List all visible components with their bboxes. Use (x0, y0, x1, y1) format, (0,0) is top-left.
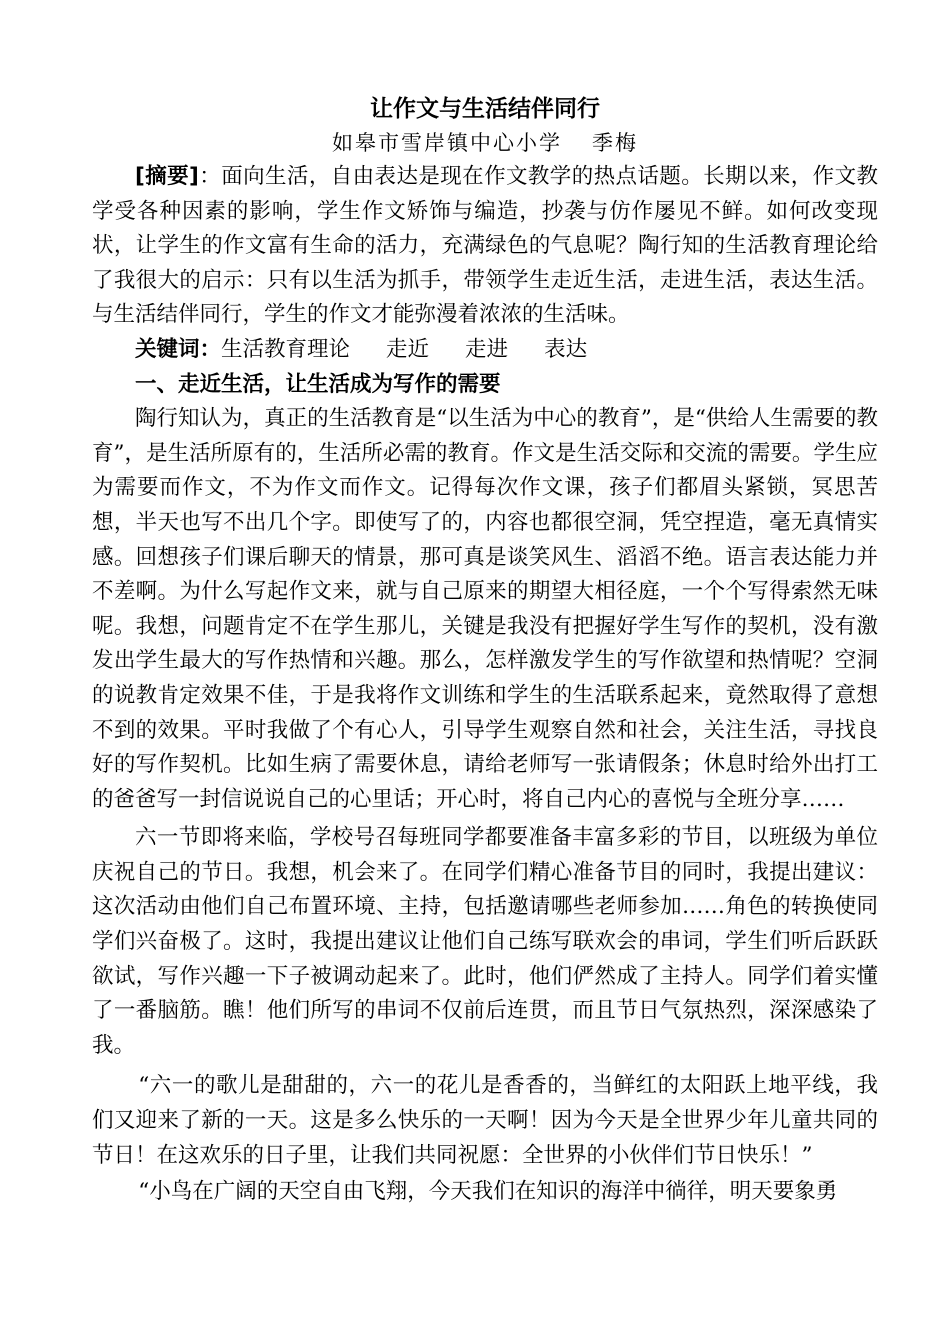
keywords-line (92, 333, 878, 368)
keyword: 表达 (544, 336, 588, 362)
keyword: 生活教育理论 (221, 336, 351, 362)
body-paragraph: 六一节即将来临，学校号召每班同学都要准备丰富多彩的节目，以班级为单位庆祝自己的节日。我想，机会来了。在同学们精心准备节目的同时，我提出建议：这次活动由他们自己布置环境、主持，包括邀请哪些老师参加……角色的转换使同学们兴奋极了。这时，我提出建议让他们自己练写联欢会的串词，学生们听后跃跃欲试，写作兴趣一下子被调动起来了。此时，他们俨然成了主持人。同学们着实懂了一番脑筋。瞧！他们所写的串词不仅前后连贯，而且节日气氛热烈，深深感染了我。 (92, 825, 878, 1058)
keyword: 走近 (386, 336, 430, 362)
author-line (92, 126, 878, 160)
document-title: 让作文与生活结伴同行 (370, 96, 600, 122)
abstract-text: ：面向生活，自由表达是现在作文教学的热点话题。长期以来，作文教学受各种因素的影响，学生作文矫饰与编造，抄袭与仿作屡见不鲜。如何改变现状，让学生的作文富有生命的活力，充满绿色的气息呢？陶行知的生活教育理论给了我很大的启示：只有以生活为抓手，带领学生走近生活，走进生活，表达生活。与生活结伴同行，学生的作文才能弥漫着浓浓的生活味。 (92, 164, 878, 328)
section-heading: 一、走近生活，让生活成为写作的需要 (135, 371, 501, 397)
quote-paragraph: “六一的歌儿是甜甜的，六一的花儿是香香的，当鲜红的太阳跃上地平线，我们又迎来了新的一天。这是多么快乐的一天啊！因为今天是全世界少年儿童共同的节日！在这欢乐的日子里，让我们共同祝愿：全世界的小伙伴们节日快乐！” (92, 1073, 878, 1168)
quote-paragraph: “小鸟在广阔的天空自由飞翔，今天我们在知识的海洋中徜徉，明天要象勇 (138, 1179, 838, 1205)
keyword: 走进 (465, 336, 509, 362)
abstract-label: [摘要] (135, 164, 199, 189)
keywords-label: 关键词： (135, 336, 222, 362)
document-page (92, 92, 878, 1210)
author-school: 如皋市雪岸镇中心小学 (332, 131, 562, 155)
body-paragraph: 陶行知认为，真正的生活教育是“以生活为中心的教育”，是“供给人生需要的教育”，是生活所原有的，生活所必需的教育。作文是生活交际和交流的需要。学生应为需要而作文，不为作文而作文。记得每次作文课，孩子们都眉头紧锁，冥思苦想，半天也写不出几个字。即使写了的，内容也都很空洞，凭空捏造，毫无真情实感。回想孩子们课后聊天的情景，那可真是谈笑风生、滔滔不绝。语言表达能力并不差啊。为什么写起作文来，就与自己原来的期望大相径庭，一个个写得索然无味呢。我想，问题肯定不在学生那儿，关键是我没有把握好学生写作的契机，没有激发出学生最大的写作热情和兴趣。那么，怎样激发学生的写作欲望和热情呢？空洞的说教肯定效果不佳，于是我将作文训练和学生的生活联系起来，竟然取得了意想不到的效果。平时我做了个有心人，引导学生观察自然和社会，关注生活，寻找良好的写作契机。比如生病了需要休息，请给老师写一张请假条；休息时给外出打工的爸爸写一封信说说自己的心里话；开心时，将自己内心的喜悦与全班分享…… (92, 406, 878, 812)
author-name: 季梅 (592, 131, 638, 155)
abstract-paragraph (92, 160, 878, 333)
